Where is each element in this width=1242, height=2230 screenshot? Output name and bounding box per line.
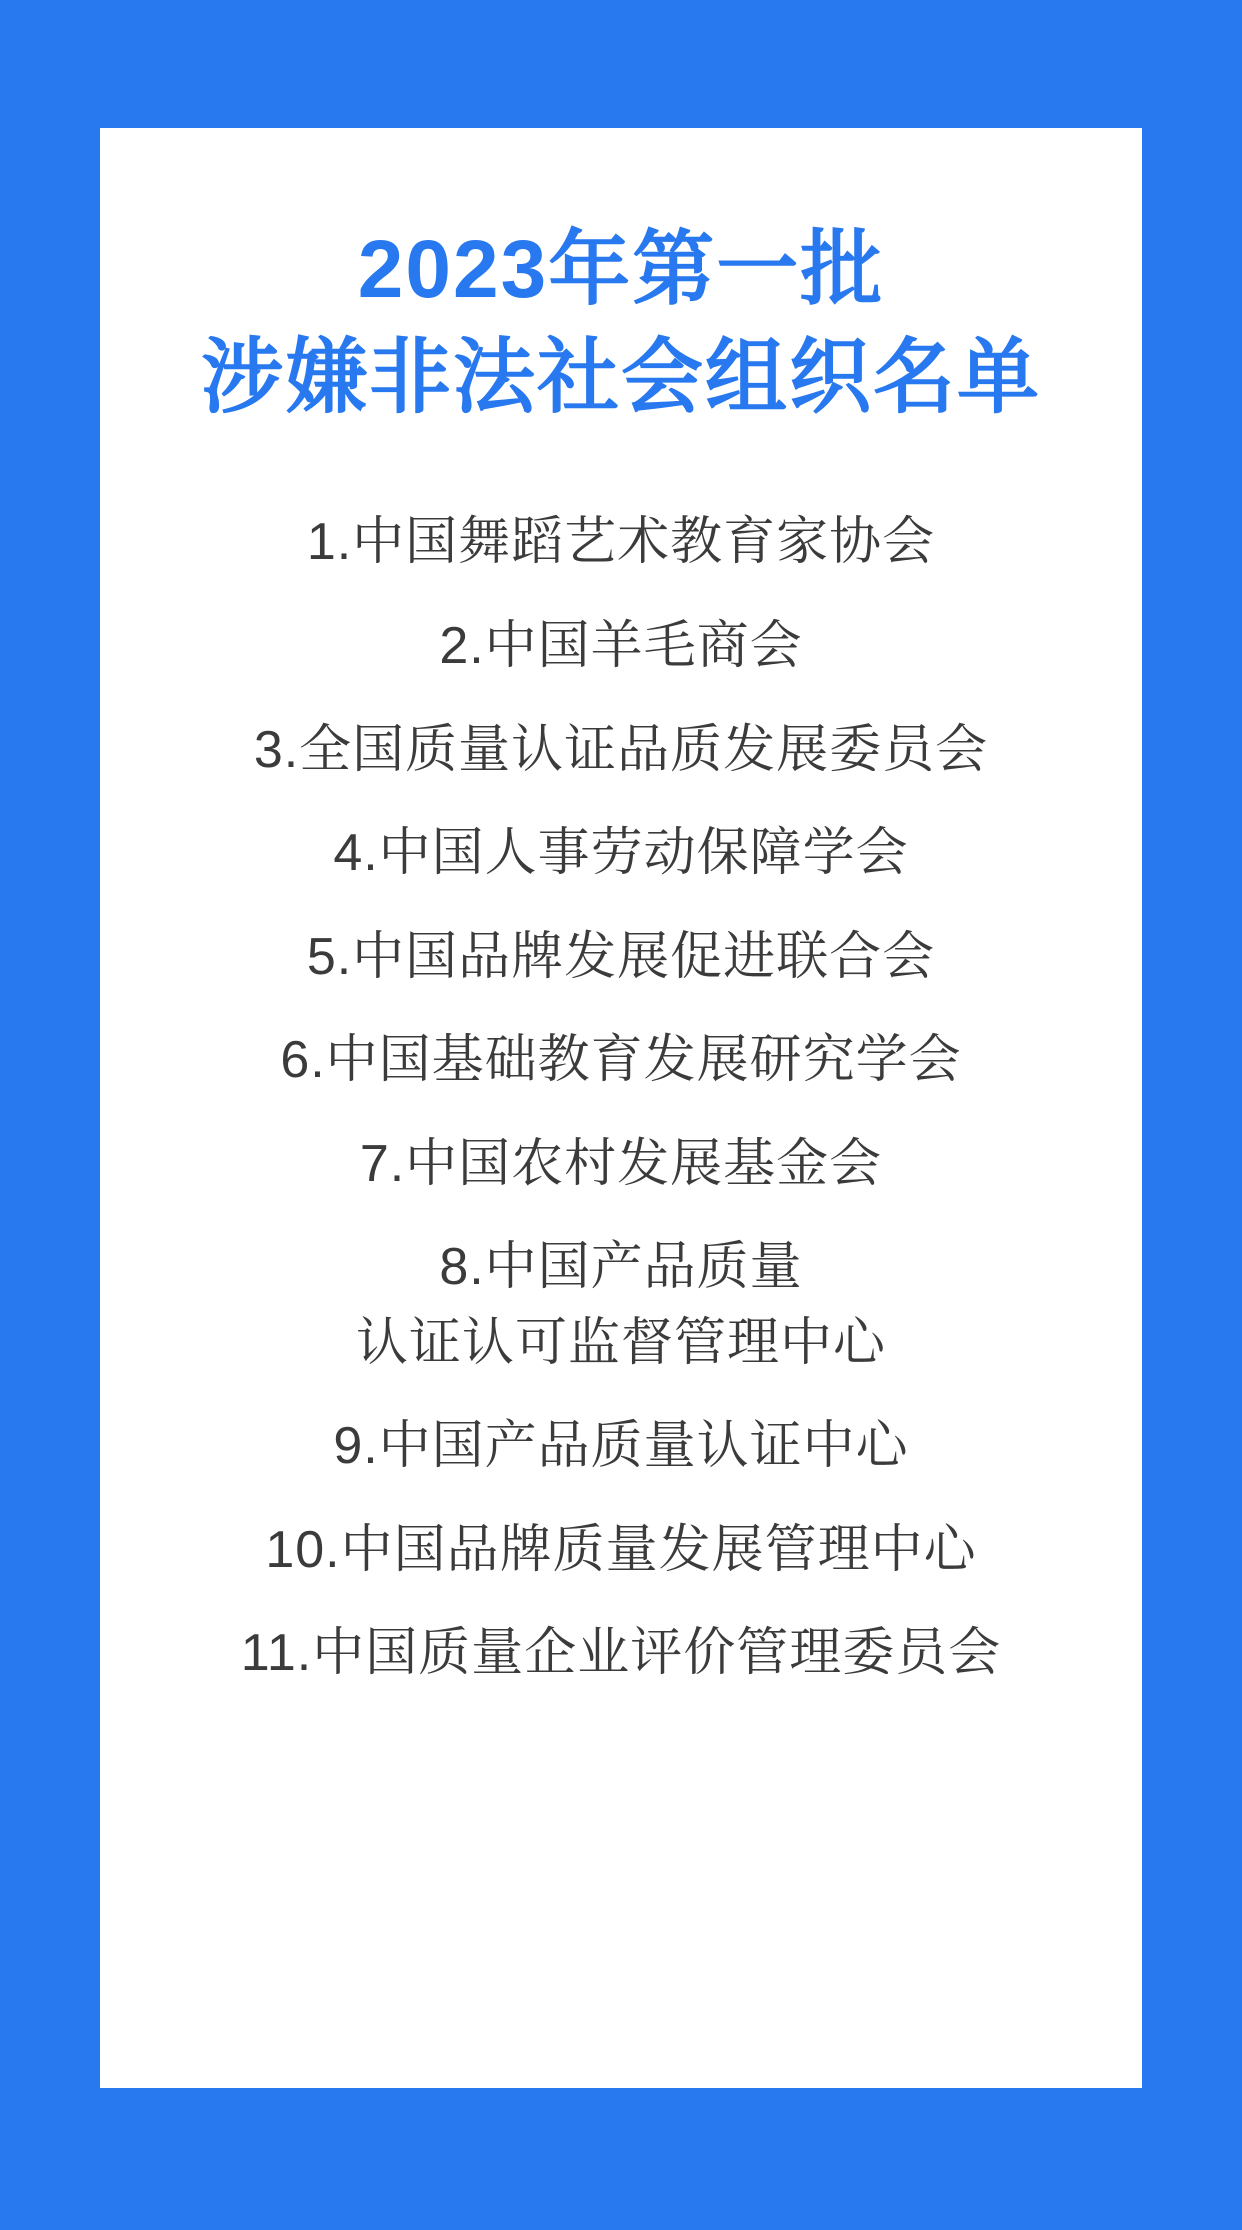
list-item: 7.中国农村发展基金会	[359, 1134, 883, 1193]
list-item: 3.全国质量认证品质发展委员会	[253, 720, 989, 779]
list-item: 6.中国基础教育发展研究学会	[280, 1031, 962, 1090]
list-item: 9.中国产品质量认证中心	[333, 1417, 909, 1476]
poster-card	[100, 128, 1142, 2088]
list-item: 5.中国品牌发展促进联合会	[306, 927, 936, 986]
list-item: 4.中国人事劳动保障学会	[333, 824, 909, 883]
list-item: 10.中国品牌质量发展管理中心	[265, 1520, 977, 1579]
list-item-continuation: 认证认可监督管理中心	[355, 1313, 886, 1372]
page-title	[100, 216, 1142, 432]
title-line-2: 涉嫌非法社会组织名单	[200, 332, 1041, 424]
list-item: 8.中国产品质量	[439, 1238, 803, 1297]
organization-list	[100, 510, 1142, 1724]
title-line-1: 2023年第一批	[357, 224, 885, 315]
list-item: 11.中国质量企业评价管理委员会	[240, 1624, 1002, 1683]
list-item: 1.中国舞蹈艺术教育家协会	[306, 513, 936, 572]
list-item: 2.中国羊毛商会	[439, 616, 803, 675]
